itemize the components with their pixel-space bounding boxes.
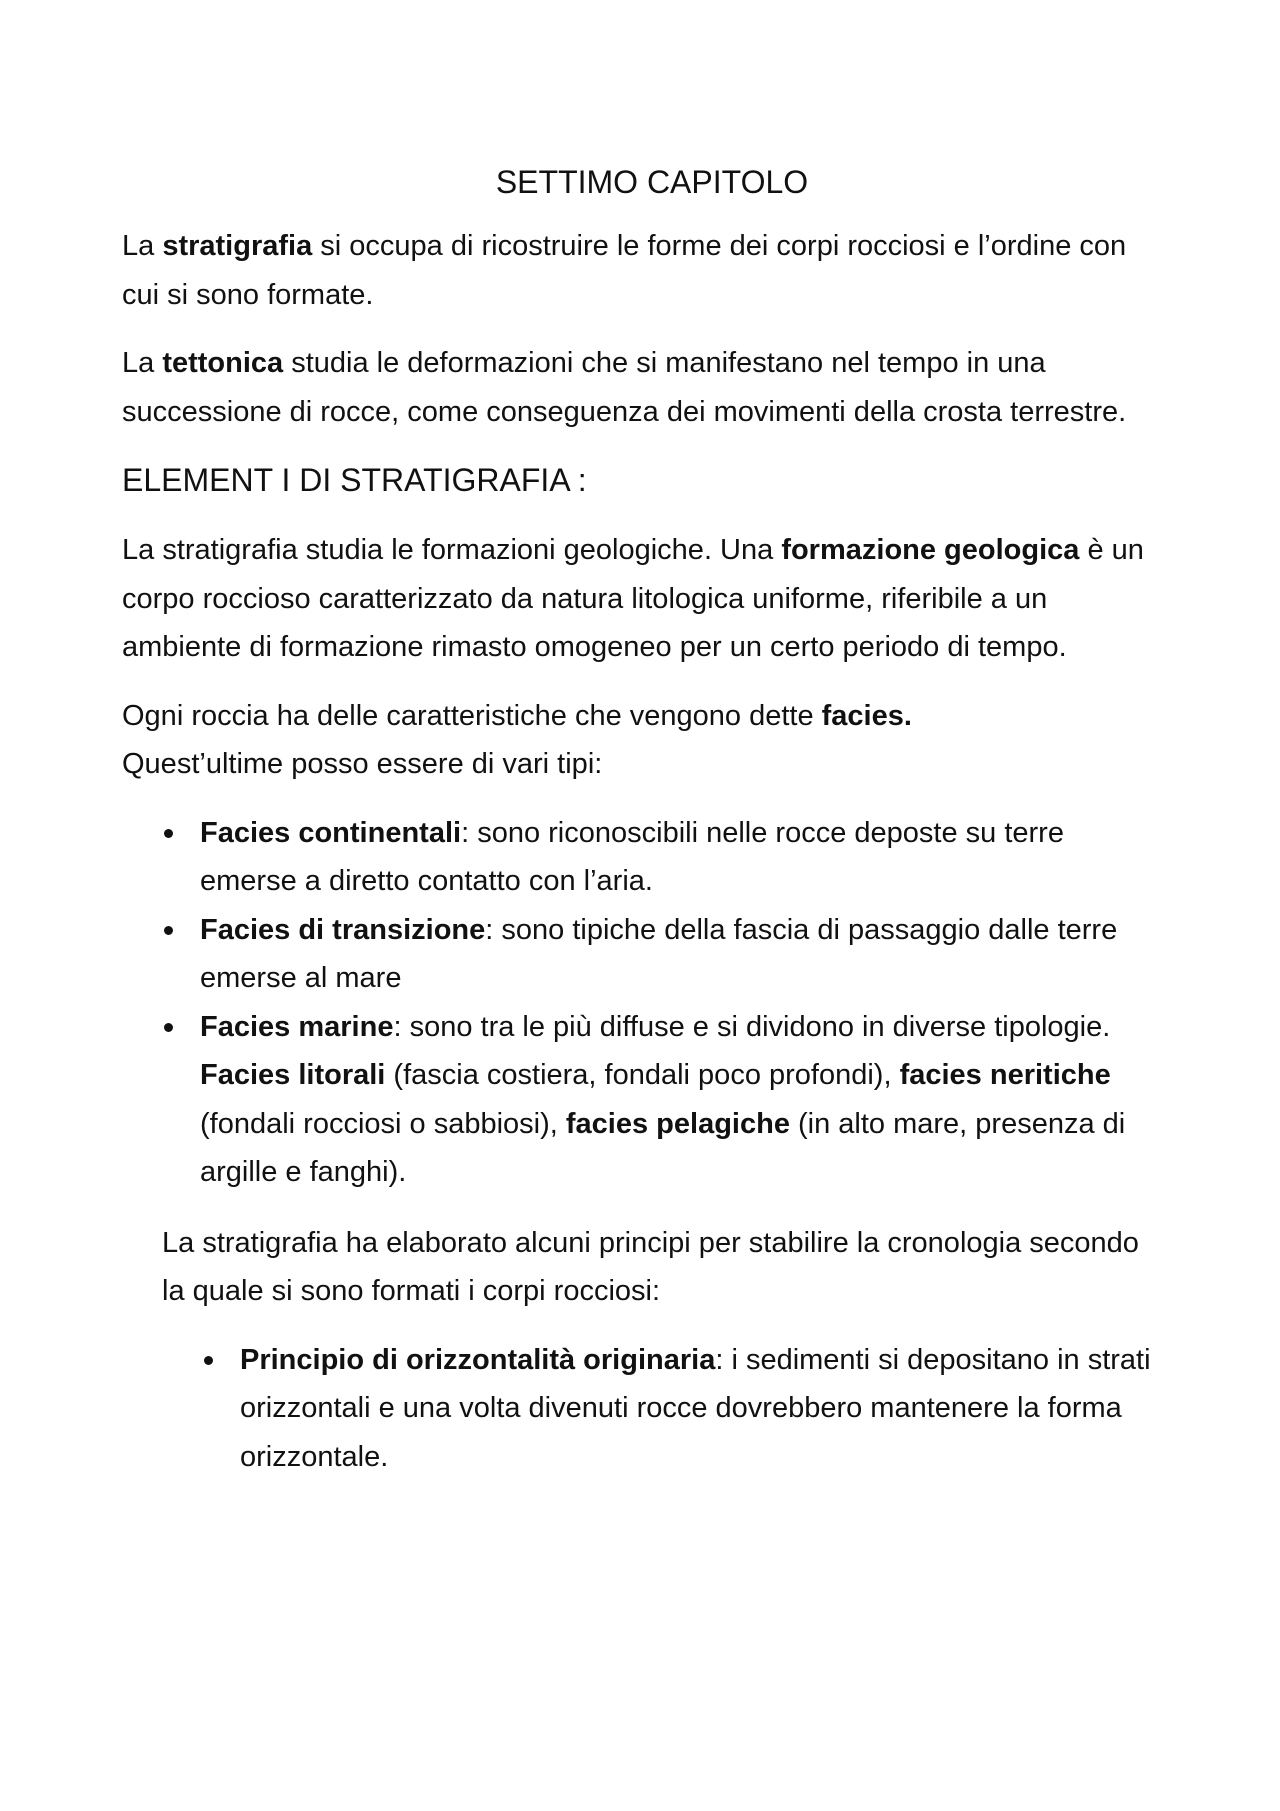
chapter-title: SETTIMO CAPITOLO: [495, 164, 809, 200]
term-formazione-geologica: formazione geologica: [781, 534, 1080, 566]
list-item-text: : sono tipiche della fascia di passaggio dalle terre emerse al mare: [200, 913, 1118, 994]
list-item-term: Facies di transizione: [200, 913, 486, 946]
bullet-icon: [164, 829, 173, 838]
subterm-litorali: Facies litorali: [200, 1059, 386, 1091]
list-item-term: Facies continentali: [200, 816, 462, 849]
paragraph-text: è un corpo roccioso caratterizzato da natura litologica uniforme, riferibile a un ambiente di formazione rimasto omogeneo per un certo periodo di tempo.: [122, 534, 1144, 663]
paragraph-principi: La stratigrafia ha elaborato alcuni principi per stabilire la cronologia secondo la quale si sono formati i corpi rocciosi:: [162, 1226, 1139, 1307]
list-item-text: (fascia costiera, fondali poco profondi),: [385, 1059, 900, 1091]
paragraph-tettonica: [122, 339, 1162, 436]
list-item: [200, 906, 1162, 1003]
term-stratigrafia: stratigrafia: [162, 230, 313, 262]
term-tettonica: tettonica: [162, 347, 284, 379]
paragraph-lead: La: [122, 230, 163, 262]
paragraph-facies: [122, 692, 1162, 789]
bullet-icon: [164, 926, 173, 935]
list-item: [200, 809, 1162, 906]
term-facies: facies.: [821, 699, 912, 732]
list-item-text: : sono tra le più diffuse e si dividono in diverse tipologie.: [393, 1010, 1111, 1043]
paragraph-formazione: [122, 526, 1162, 672]
list-item-term: Facies marine: [200, 1010, 394, 1043]
paragraph-text: Quest’ultime posso essere di vari tipi:: [122, 748, 603, 780]
bullet-icon: [164, 1023, 173, 1032]
list-item-text: : sono riconoscibili nelle rocce deposte su terre emerse a diretto contatto con l’aria.: [200, 816, 1064, 897]
paragraph-lead: La stratigrafia studia le formazioni geologiche. Una: [122, 534, 782, 566]
paragraph-lead: La: [122, 347, 163, 379]
paragraph-lead: Ogni roccia ha delle caratteristiche che vengono dette: [122, 699, 822, 732]
section-heading: ELEMENT I DI STRATIGRAFIA :: [122, 462, 587, 498]
bullet-icon: [204, 1356, 213, 1365]
subterm-neritiche: facies neritiche: [899, 1059, 1111, 1091]
paragraph-text: si occupa di ricostruire le forme dei corpi rocciosi e l’ordine con cui si sono formate.: [122, 230, 1127, 311]
paragraph-text: studia le deformazioni che si manifestano nel tempo in una successione di rocce, come conseguenza dei movimenti della crosta terrestre.: [122, 347, 1127, 428]
list-item: [240, 1336, 1162, 1482]
list-item-term: Principio di orizzontalità originaria: [240, 1343, 716, 1376]
list-item-text: : i sedimenti si depositano in strati orizzontali e una volta divenuti rocce dovrebbero mantenere la forma orizzontale.: [240, 1343, 1151, 1473]
facies-list: [122, 809, 1162, 1197]
principles-list: [122, 1336, 1162, 1482]
list-item-text: (fondali rocciosi o sabbiosi),: [200, 1107, 566, 1140]
paragraph-stratigrafia: [122, 222, 1162, 319]
list-item: [200, 1003, 1162, 1197]
subterm-pelagiche: facies pelagiche: [565, 1107, 790, 1140]
list-item-text: (in alto mare, presenza di argille e fanghi).: [200, 1107, 1126, 1188]
